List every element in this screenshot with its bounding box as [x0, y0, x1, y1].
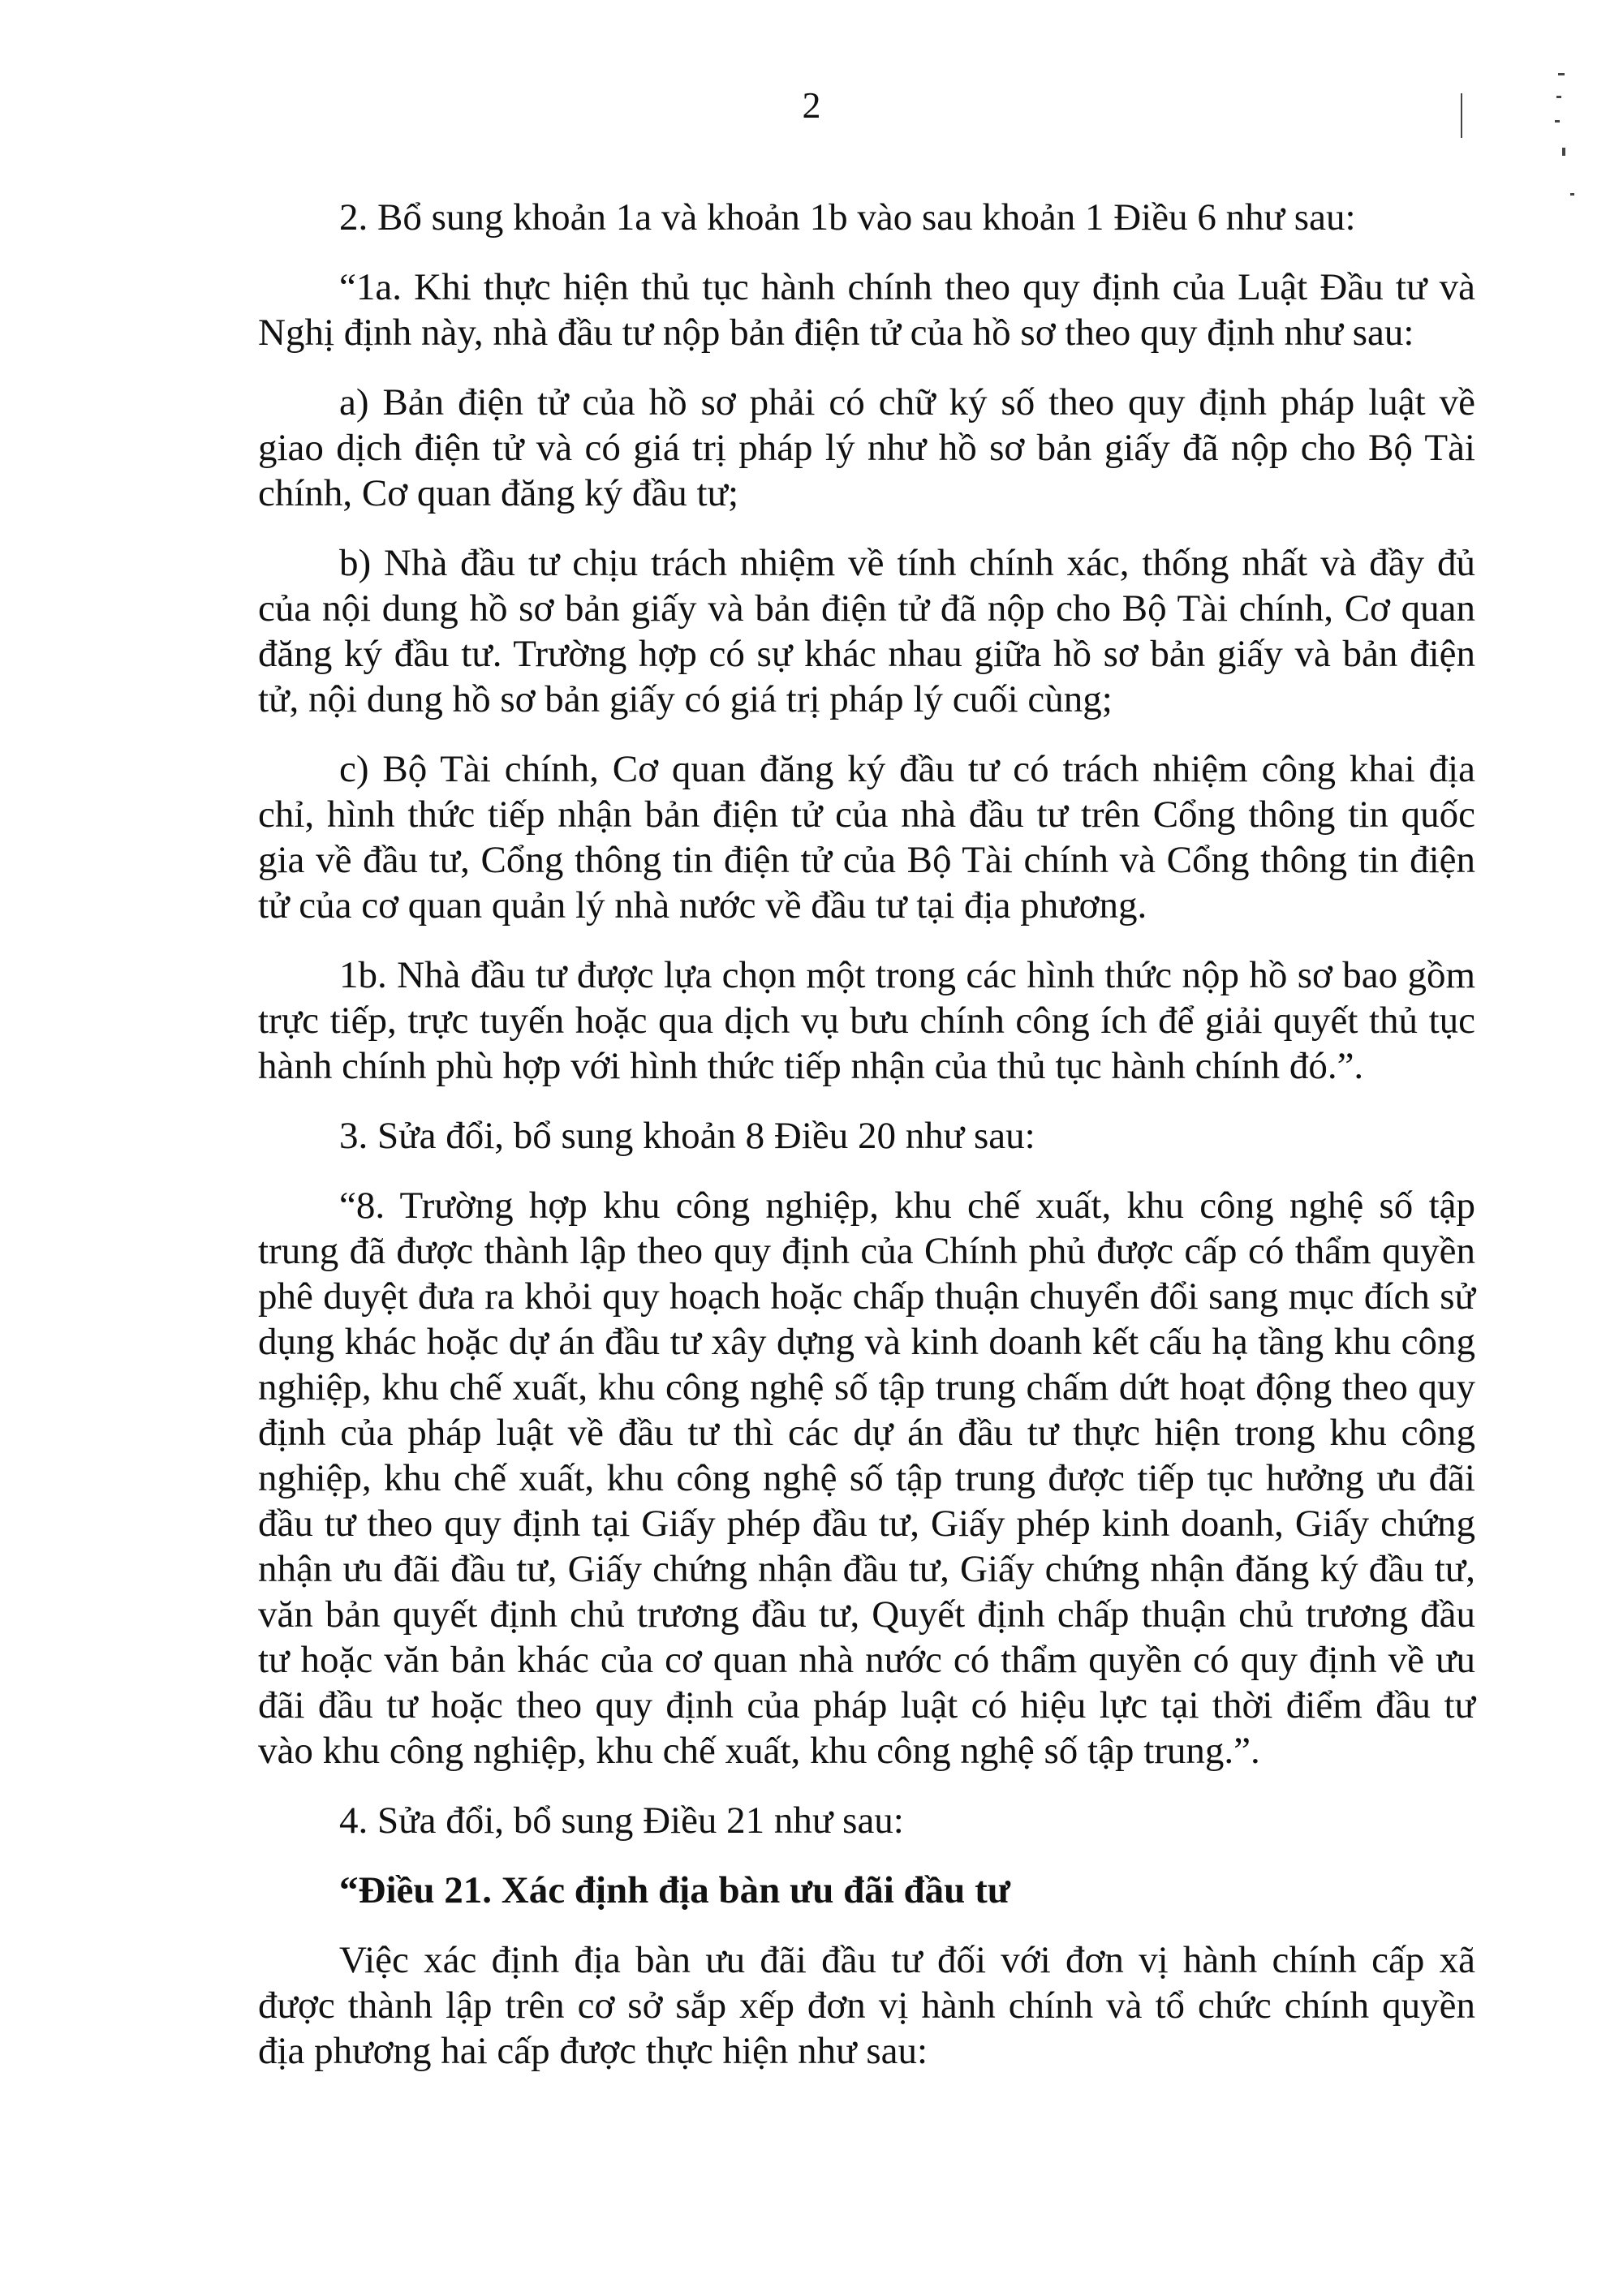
- paragraph-khoan-8: “8. Trường hợp khu công nghiệp, khu chế xuất, khu công nghệ số tập trung đã được thành lập theo quy định của Chính phủ được cấp có thẩm quyền phê duyệt đưa ra khỏi quy hoạch hoặc chấp thuận chuyển đổi sang mục đích sử dụng khác hoặc dự án đầu tư xây dựng và kinh doanh kết cấu hạ tầng khu công nghiệp, khu chế xuất, khu công nghệ số tập trung chấm dứt hoạt động theo quy định của pháp luật về đầu tư thì các dự án đầu tư thực hiện trong khu công nghiệp, khu chế xuất, khu công nghệ số tập trung được tiếp tục hưởng ưu đãi đầu tư theo quy định tại Giấy phép đầu tư, Giấy phép kinh doanh, Giấy chứng nhận ưu đãi đầu tư, Giấy chứng nhận đầu tư, Giấy chứng nhận đăng ký đầu tư, văn bản quyết định chủ trương đầu tư, Quyết định chấp thuận chủ trương đầu tư hoặc văn bản khác của cơ quan nhà nước có thẩm quyền có quy định về ưu đãi đầu tư hoặc theo quy định của pháp luật có hiệu lực tại thời điểm đầu tư vào khu công nghiệp, khu chế xuất, khu công nghệ số tập trung.”.: [258, 1185, 1475, 1772]
- paragraph-1a-a: a) Bản điện tử của hồ sơ phải có chữ ký số theo quy định pháp luật về giao dịch điện tử và có giá trị pháp lý như hồ sơ bản giấy đã nộp cho Bộ Tài chính, Cơ quan đăng ký đầu tư;: [258, 381, 1475, 514]
- document-body: [258, 195, 1475, 2098]
- scan-mark: [1562, 148, 1565, 156]
- paragraph-1a: “1a. Khi thực hiện thủ tục hành chính theo quy định của Luật Đầu tư và Nghị định này, nhà đầu tư nộp bản điện tử của hồ sơ theo quy định như sau:: [258, 266, 1475, 354]
- paragraph-article-21-intro: Việc xác định địa bàn ưu đãi đầu tư đối với đơn vị hành chính cấp xã được thành lập trên cơ sở sắp xếp đơn vị hành chính và tổ chức chính quyền địa phương hai cấp được thực hiện như sau:: [258, 1939, 1475, 2072]
- paragraph-item-2: 2. Bổ sung khoản 1a và khoản 1b vào sau khoản 1 Điều 6 như sau:: [339, 196, 1356, 239]
- scan-mark: [1555, 120, 1560, 123]
- paragraph-item-3: 3. Sửa đổi, bổ sung khoản 8 Điều 20 như sau:: [339, 1115, 1035, 1157]
- article-21-heading: “Điều 21. Xác định địa bàn ưu đãi đầu tư: [339, 1869, 1010, 1911]
- paragraph-1a-b: b) Nhà đầu tư chịu trách nhiệm về tính chính xác, thống nhất và đầy đủ của nội dung hồ sơ bản giấy và bản điện tử đã nộp cho Bộ Tài chính, Cơ quan đăng ký đầu tư. Trường hợp có sự khác nhau giữa hồ sơ bản giấy và bản điện tử, nội dung hồ sơ bản giấy có giá trị pháp lý cuối cùng;: [258, 542, 1475, 720]
- scan-mark: [1461, 93, 1462, 138]
- page-number: 2: [802, 84, 821, 126]
- paragraph-1b: 1b. Nhà đầu tư được lựa chọn một trong các hình thức nộp hồ sơ bao gồm trực tiếp, trực tuyến hoặc qua dịch vụ bưu chính công ích để giải quyết thủ tục hành chính phù hợp với hình thức tiếp nhận của thủ tục hành chính đó.”.: [258, 954, 1475, 1087]
- scan-mark: [1570, 193, 1574, 196]
- paragraph-1a-c: c) Bộ Tài chính, Cơ quan đăng ký đầu tư có trách nhiệm công khai địa chỉ, hình thức tiếp nhận bản điện tử của nhà đầu tư trên Cổng thông tin quốc gia về đầu tư, Cổng thông tin điện tử của Bộ Tài chính và Cổng thông tin điện tử của cơ quan quản lý nhà nước về đầu tư tại địa phương.: [258, 748, 1475, 927]
- paragraph-item-4: 4. Sửa đổi, bổ sung Điều 21 như sau:: [339, 1799, 904, 1842]
- scan-mark: [1558, 73, 1565, 75]
- scan-mark: [1556, 96, 1561, 98]
